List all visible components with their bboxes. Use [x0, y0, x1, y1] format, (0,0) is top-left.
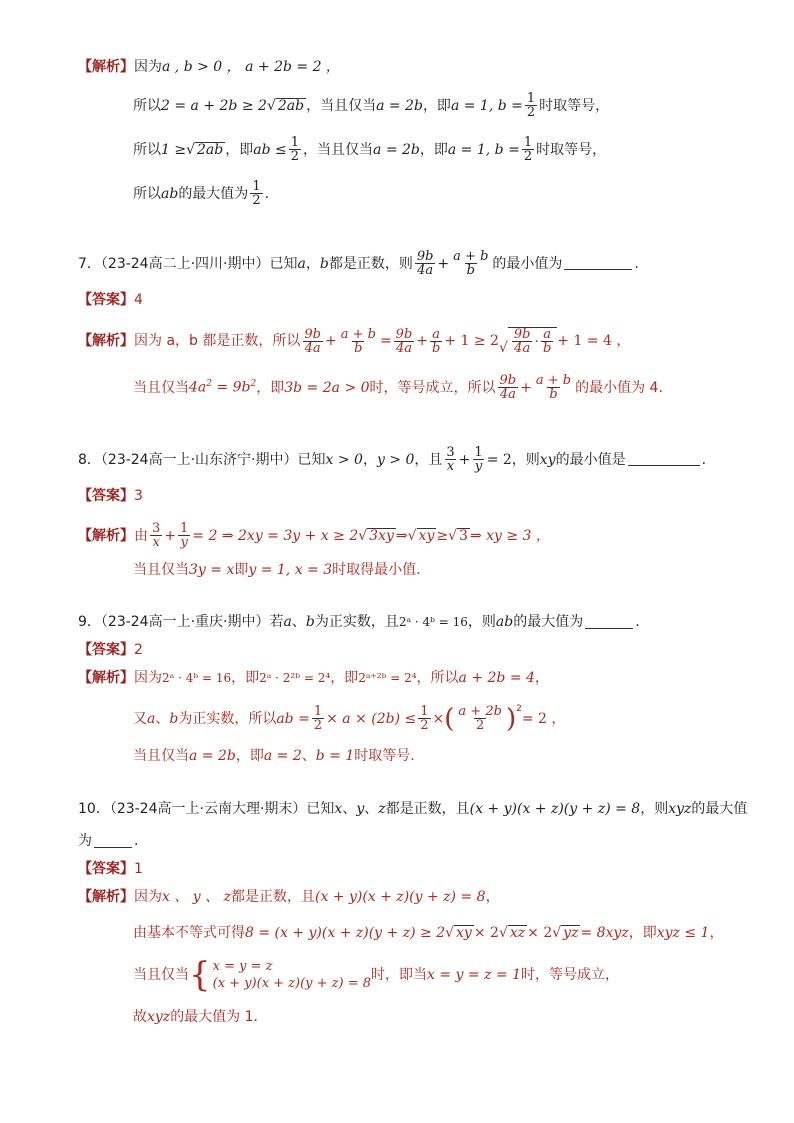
fraction: $\frac{9b}{4a}$: [499, 373, 517, 402]
q6-analysis-line3: 所以 1 ≥ √ 2ab ，即 ab ≤ $\frac{1}{2}$ ，当且仅当 a = 2b ，即 a = 1, b = $\frac{1}{2}$ 时取等号，: [133, 135, 607, 164]
q8-stem: 8．（23-24高一上·山东济宁·期中）已知 x > 0 ， y > 0 ，且 $\frac{3}{x}$ + $\frac{1}{y}$ = 2 ，则 xy 的最小值是 .: [78, 445, 707, 474]
sqrt: √ $\frac{9b}{4a}$ · $\frac{a}{b}$: [499, 327, 557, 355]
fraction: $\frac{a + b}{b}$: [535, 373, 572, 402]
fraction: $\frac{3}{x}$: [446, 445, 455, 474]
fraction: $\frac{9b}{4a}$: [304, 326, 321, 356]
q10-stem-line1: 10．（23-24高一上·云南大理·期末）已知 x 、 y 、 z 都是正数，且 (x + y)(x + z)(y + z) = 8 ，则 xyz 的最大值: [78, 801, 748, 817]
analysis-label: 【解析】: [78, 333, 134, 349]
analysis-label: 【解析】: [78, 59, 134, 75]
fraction: $\frac{a + b}{b}$: [453, 249, 489, 278]
sqrt: √ 2ab: [186, 142, 224, 158]
q10-analysis-line2: 由基本不等式可得 8 = (x + y)(x + z)(y + z) ≥ 2 √ xy × 2 √ xz × 2 √ yz = 8xyz ，即 xyz ≤ 1 ，: [133, 924, 724, 941]
fraction: $\frac{1}{2}$: [526, 91, 536, 120]
q10-analysis-line4: 故 xyz 的最大值为 1.: [133, 1009, 258, 1025]
analysis-label: 【解析】: [78, 527, 134, 544]
q8-answer: 【答案】 3: [78, 488, 143, 504]
fraction: $\frac{a + b}{b}$: [340, 326, 376, 356]
answer-label: 【答案】: [78, 861, 134, 877]
fraction: $\frac{1}{y}$: [474, 445, 483, 474]
sqrt: √ xy: [445, 925, 472, 941]
q10-analysis-line1: 【解析】 因为 x 、 y 、 z 都是正数，且 (x + y)(x + z)(y + z) = 8 ，: [78, 889, 500, 905]
q7-analysis-line1: 【解析】 因为 a，b 都是正数，所以 $\frac{9b}{4a}$ + $\frac{a + b}{b}$ = $\frac{9b}{4a}$ + $\frac{a}{b}$ + 1 ≥ 2 √ $\frac{9b}{4a}$ · $\frac{a}{b}$ + 1 = 4 ，: [78, 326, 631, 356]
answer-blank: [628, 453, 700, 466]
q9-analysis-line3: 当且仅当 a = 2b ，即 a = 2 、 b = 1 时取等号.: [133, 748, 415, 764]
q6-analysis-line4: 所以 ab 的最大值为 $\frac{1}{2}$ .: [133, 179, 270, 208]
fraction: $\frac{1}{2}$: [290, 135, 300, 164]
fraction: $\frac{1}{2}$: [313, 704, 323, 733]
q6-analysis-line2: 所以 2 = a + 2b ≥ 2 √ 2ab ，当且仅当 a = 2b ，即 a = 1, b = $\frac{1}{2}$ 时取等号，: [133, 91, 610, 120]
q6-analysis-line1: 【解析】 因为 a , b > 0 ， a + 2b = 2 ，: [78, 59, 340, 75]
sqrt: √ 3xy: [358, 528, 394, 544]
sqrt: √ 3: [448, 528, 468, 544]
answer-label: 【答案】: [78, 292, 134, 308]
q9-stem: 9．（23-24高一上·重庆·期中）若 a 、 b 为正实数，且 2ᵃ · 4ᵇ = 16 ，则 ab 的最大值为 .: [78, 614, 640, 630]
answer-label: 【答案】: [78, 488, 134, 504]
answer-blank: [564, 257, 632, 270]
analysis-label: 【解析】: [78, 889, 134, 905]
fraction: $\frac{3}{x}$: [152, 521, 161, 550]
fraction: $\frac{1}{2}$: [523, 135, 533, 164]
sqrt: √ yz: [552, 925, 579, 941]
fraction: $\frac{a + 2b}{2}$: [458, 704, 502, 733]
q10-analysis-line3: 当且仅当 { x = y = z (x + y)(x + z)(y + z) = 8 时，即当 x = y = z = 1 时，等号成立，: [133, 955, 620, 995]
answer-label: 【答案】: [78, 642, 134, 658]
fraction: $\frac{1}{2}$: [252, 179, 261, 208]
fraction: $\frac{a}{b}$: [432, 326, 441, 356]
fraction: $\frac{1}{y}$: [180, 521, 189, 550]
answer-blank: [94, 835, 132, 848]
q8-analysis-line2: 当且仅当 3y = x 即 y = 1, x = 3 时取得最小值.: [133, 562, 421, 578]
q7-analysis-line2: 当且仅当 $4a^2 = 9b^2$ ，即 3b = 2a > 0 时，等号成立，所以 $\frac{9b}{4a}$ + $\frac{a + b}{b}$ 的最小值为 4.: [133, 373, 663, 402]
q7-answer: 【答案】 4: [78, 292, 143, 308]
sqrt: √ xy: [407, 528, 435, 544]
fraction: $\frac{9b}{4a}$: [395, 326, 413, 356]
sqrt: √ 2ab: [266, 98, 305, 114]
analysis-label: 【解析】: [78, 670, 134, 686]
q7-stem: 7．（23-24高二上·四川·期中）已知 a ， b 都是正数，则 $\frac{9b}{4a}$ + $\frac{a + b}{b}$ 的最小值为 .: [78, 249, 639, 278]
fraction: $\frac{1}{2}$: [420, 704, 429, 733]
q9-analysis-line1: 【解析】 因为 2ᵃ · 4ᵇ = 16 ，即 2ᵃ · 2²ᵇ = 2⁴ ，即 2ᵃ⁺²ᵇ = 2⁴ ，所以 a + 2b = 4 ，: [78, 670, 549, 686]
answer-blank: [585, 616, 633, 629]
q10-stem-line2: 为 .: [78, 833, 139, 849]
q8-analysis-line1: 【解析】 由 $\frac{3}{x}$ + $\frac{1}{y}$ = 2 ⇒ 2xy = 3y + x ≥ 2 √ 3xy ⇒ √ xy ≥ √ 3 ⇒ xy ≥ 3 ，: [78, 521, 550, 550]
q10-answer: 【答案】 1: [78, 861, 143, 877]
fraction: $\frac{9b}{4a}$: [416, 249, 434, 278]
q9-answer: 【答案】 2: [78, 642, 143, 658]
sqrt: √ xz: [498, 925, 526, 941]
equation-system: { x = y = z (x + y)(x + z)(y + z) = 8: [189, 955, 372, 995]
q9-analysis-line2: 又 a 、 b 为正实数，所以 ab = $\frac{1}{2}$ × a × (2b) ≤ $\frac{1}{2}$ × ( $\frac{a + 2b}{2}$ ) 2 = 2 ，: [133, 703, 566, 734]
